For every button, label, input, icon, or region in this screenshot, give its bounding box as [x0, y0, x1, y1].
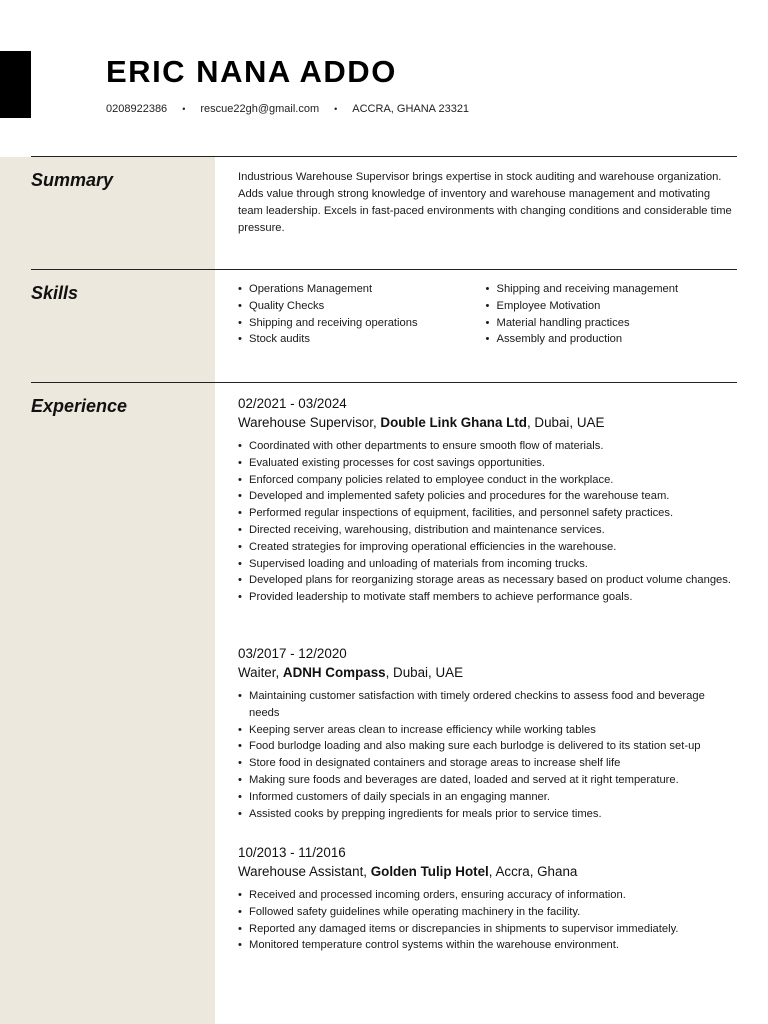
job-entry: [238, 844, 733, 954]
job-bullet: • Received and processed incoming orders, ensuring accuracy of information.: [238, 887, 733, 904]
job-company: Double Link Ghana Ltd: [380, 415, 527, 430]
skill-item: • Assembly and production: [486, 331, 734, 348]
skill-item: • Material handling practices: [486, 315, 734, 332]
job-location: , Dubai, UAE: [385, 665, 463, 680]
job-dates: 10/2013 - 11/2016: [238, 845, 346, 860]
job-bullet: • Directed receiving, warehousing, distribution and maintenance services.: [238, 522, 733, 539]
section-divider: [31, 156, 737, 157]
summary-text: Industrious Warehouse Supervisor brings expertise in stock auditing and warehouse organization. Adds value through strong knowledge of inventory and warehouse management and motivating team leadership. Excels in fast-paced environments with changing conditions and considerable time pressure.: [238, 171, 732, 234]
contact-separator: •: [334, 104, 338, 114]
job-bullet: • Assisted cooks by prepping ingredients for meals prior to service times.: [238, 806, 733, 823]
experience-heading: Experience: [31, 396, 128, 416]
job-dates: 02/2021 - 03/2024: [238, 396, 347, 411]
job-bullet: • Developed and implemented safety policies and procedures for the warehouse team.: [238, 488, 733, 505]
job-bullet: • Store food in designated containers and storage areas to increase shelf life: [238, 755, 733, 772]
job-company: Golden Tulip Hotel: [370, 864, 489, 879]
job-bullet: • Reported any damaged items or discrepancies in shipments to supervisor immediately.: [238, 921, 733, 938]
section-divider: [31, 269, 737, 270]
phone-number: 0208922386: [106, 103, 168, 115]
skills-list: [238, 281, 733, 348]
job-bullet: • Enforced company policies related to employee conduct in the workplace.: [238, 472, 733, 489]
section-divider: [31, 382, 737, 383]
job-role: Warehouse Assistant,: [238, 864, 371, 879]
job-bullet: • Food burlodge loading and also making sure each burlodge is delivered to its station set-up: [238, 738, 733, 755]
summary-heading: Summary: [31, 170, 114, 190]
skill-item: • Operations Management: [238, 281, 486, 298]
job-bullet: • Provided leadership to motivate staff members to achieve performance goals.: [238, 589, 733, 606]
job-location: , Dubai, UAE: [526, 415, 605, 430]
skills-heading: Skills: [31, 283, 79, 303]
job-title-line: [238, 663, 733, 683]
job-bullet: • Making sure foods and beverages are dated, loaded and served at it right temperature.: [238, 772, 733, 789]
skill-item: • Shipping and receiving operations: [238, 315, 486, 332]
job-entry: [238, 645, 733, 822]
job-bullet: • Informed customers of daily specials in an engaging manner.: [238, 789, 733, 806]
job-bullet: • Developed plans for reorganizing storage areas as necessary based on product volume changes.: [238, 572, 733, 589]
job-location: , Accra, Ghana: [488, 864, 578, 879]
job-bullet: • Performed regular inspections of equipment, facilities, and personnel safety practices.: [238, 505, 733, 522]
header-accent-block: [0, 51, 31, 118]
job-entry: [238, 395, 733, 606]
job-bullets: [238, 887, 733, 954]
candidate-name: ERIC NANA ADDO: [106, 54, 397, 89]
job-bullet: • Supervised loading and unloading of materials from incoming trucks.: [238, 556, 733, 573]
skill-item: • Stock audits: [238, 331, 486, 348]
job-bullets: [238, 688, 733, 822]
job-title-line: [238, 413, 733, 433]
job-role: Waiter,: [238, 665, 283, 680]
job-bullet: • Keeping server areas clean to increase efficiency while working tables: [238, 722, 733, 739]
job-bullet: • Evaluated existing processes for cost savings opportunities.: [238, 455, 733, 472]
skill-item: • Quality Checks: [238, 298, 486, 315]
job-company: ADNH Compass: [282, 665, 386, 680]
job-bullet: • Monitored temperature control systems within the warehouse environment.: [238, 937, 733, 954]
job-dates: 03/2017 - 12/2020: [238, 646, 347, 661]
contact-line: [106, 103, 469, 115]
job-bullet: • Created strategies for improving operational efficiencies in the warehouse.: [238, 539, 733, 556]
job-bullets: [238, 438, 733, 606]
job-role: Warehouse Supervisor,: [238, 415, 381, 430]
location: ACCRA, GHANA 23321: [352, 103, 470, 115]
job-bullet: • Followed safety guidelines while operating machinery in the facility.: [238, 904, 733, 921]
skills-column-left: [238, 281, 486, 348]
job-bullet: • Maintaining customer satisfaction with timely ordered checkins to assess food and beverage needs: [238, 688, 733, 722]
job-title-line: [238, 862, 733, 882]
job-bullet: • Coordinated with other departments to ensure smooth flow of materials.: [238, 438, 733, 455]
email-address: rescue22gh@gmail.com: [200, 103, 320, 115]
skill-item: • Shipping and receiving management: [486, 281, 734, 298]
skill-item: • Employee Motivation: [486, 298, 734, 315]
contact-separator: •: [182, 104, 186, 114]
skills-column-right: [486, 281, 734, 348]
